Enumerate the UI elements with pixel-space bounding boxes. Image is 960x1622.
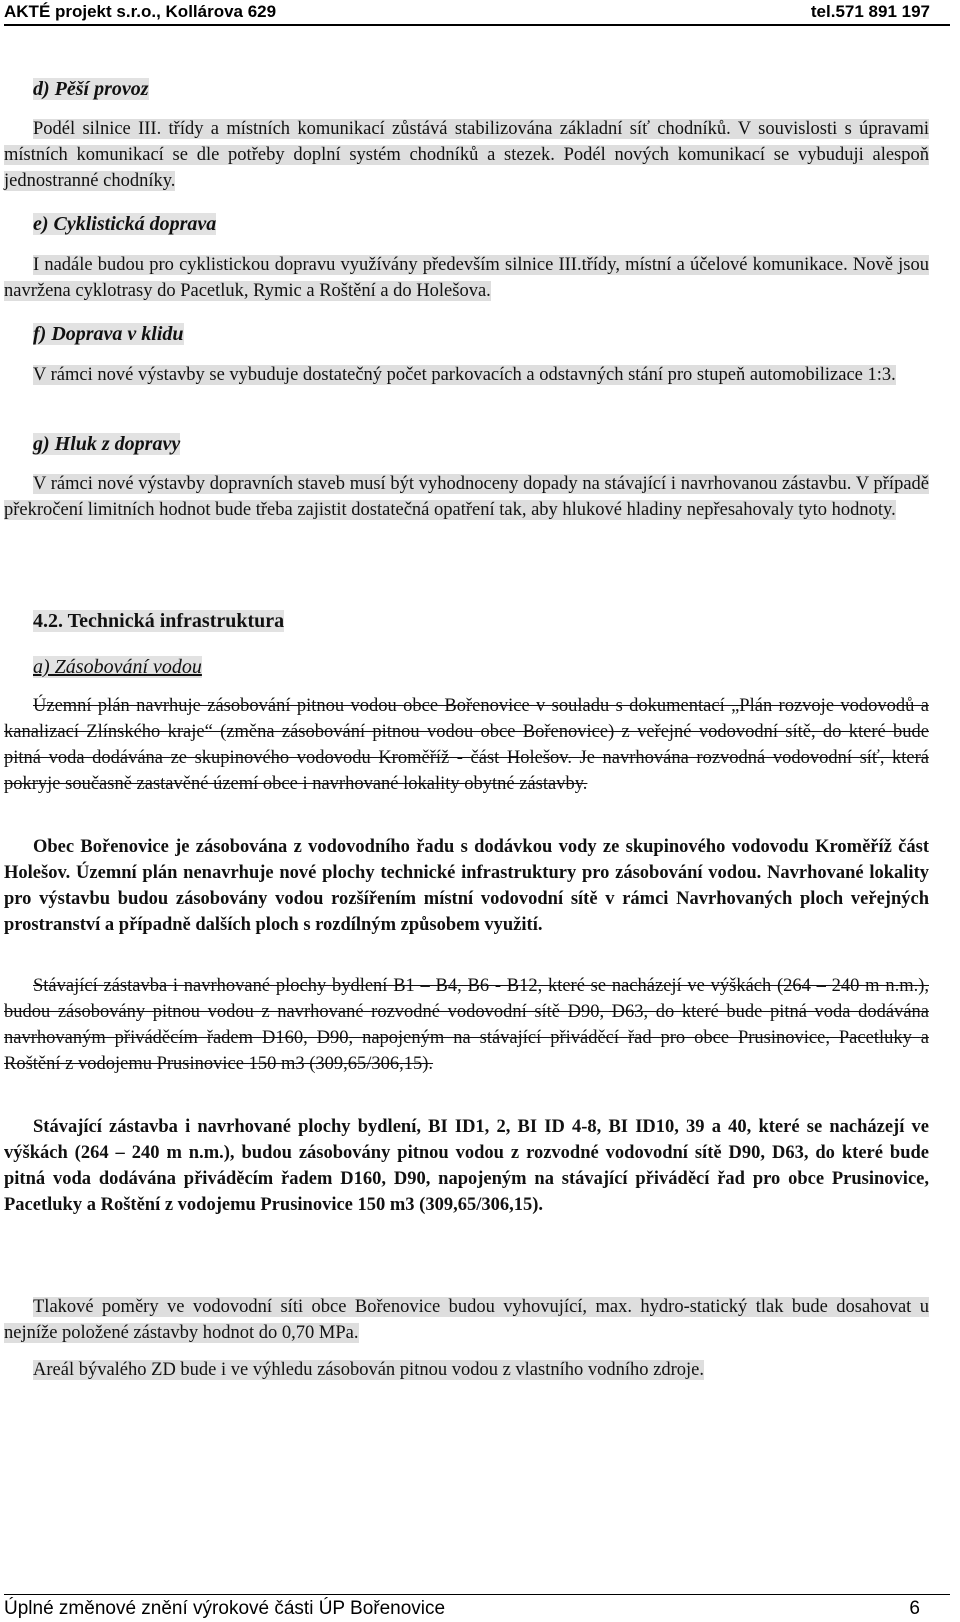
section-g-text: V rámci nové výstavby dopravních staveb musí být vyhodnoceny dopady na stávající i navrhovanou zástavbu. V případě překročení limitních hodnot bude třeba zajistit dostatečná opatření tak, aby hlukové hladiny nepřesahovaly tyto hodnoty. — [4, 474, 929, 520]
water-supply-deleted-text-1: Územní plán navrhuje zásobování pitnou vodou obce Bořenovice v souladu s dokumentací „P​lán rozvoje vodovodů a kanalizací Zlínského kraje“ (změna zásobování pitnou vodou obce Bořenovice) z veřejné vodovodní sítě, do které bude pitná voda dodávána ze skupinového vodovodu Kroměříž - část Holešov. Je navrhována rozvodná vodovodní síť, která pokryje současně zastavěné území obce i navrhované lokality obytné zástavby. — [4, 696, 929, 794]
technical-infrastructure-title: 4.2. Technická infrastruktura — [33, 610, 285, 632]
page-footer — [4, 1594, 950, 1621]
water-pressure-text: Tlakové poměry ve vodovodní síti obce Bořenovice budou vyhovující, max. hydro-statický tlak bude dosahovat u nejníže položené zástavby hodnot do 0,70 MPa. — [4, 1297, 929, 1343]
section-g-title: g) Hluk z dopravy — [33, 433, 181, 455]
water-supply-deleted-text-2: Stávající zástavba i navrhované plochy bydlení B1 – B4, B6 - B12, které se nacházejí ve výškách (264 – 240 m n.m.), budou zásobovány pitnou vodou z navrhované rozvodné vodovodní sítě D90, D63, do které bude pitná voda dodávána navrhovaným přiváděcím řadem D160, D90, napojeným na stávající přiváděcí řad pro obce Prusinovice, Pacetluky a Roštění z vodojemu Prusinovice 150 m3 (309,65/306,15). — [4, 976, 929, 1074]
page-header — [4, 2, 950, 26]
footer-page-number: 6 — [909, 1598, 920, 1619]
water-supply-new-text-1: Obec Bořenovice je zásobována z vodovodního řadu s dodávkou vody ze skupinového vodovodu Kroměříž část Holešov. Územní plán nenavrhuje nové plochy technické infrastruktury pro zásobování vodou. Navrhované lokality pro výstavbu budou zásobovány vodou rozšířením místní vodovodní sítě v rámci Navrhovaných ploch veřejných prostranství a případně dalších ploch s rozdílným způsobem využití. — [4, 837, 929, 935]
water-supply-new-text-2: Stávající zástavba i navrhované plochy bydlení, BI ID1, 2, BI ID 4-8, BI ID10, 39 a 40, které se nacházejí ve výškách (264 – 240 m n.m.), budou zásobovány pitnou vodou z rozvodné vodovodní sítě D90, D63, do které bude pitná voda dodávána přiváděcím řadem D160, D90, napojeným na stávající přiváděcí řad pro obce Prusinovice, Pacetluky a Roštění z vodojemu Prusinovice 150 m3 (309,65/306,15). — [4, 1117, 929, 1215]
water-supply-title: a) Zásobování vodou — [33, 656, 202, 678]
section-d-title: d) Pěší provoz — [33, 78, 149, 100]
section-e-text: I nadále budou pro cyklistickou dopravu využívány především silnice III.třídy, místní a účelové komunikace. Nově jsou navržena cyklotrasy do Pacetluk, Rymic a Roštění a do Holešova. — [4, 255, 929, 301]
header-phone: tel.571 891 197 — [810, 2, 930, 21]
header-company: AKTÉ projekt s.r.o., Kollárova 629 — [4, 2, 277, 21]
footer-document-title: Úplné změnové znění výrokové části ÚP Bořenovice — [4, 1598, 446, 1619]
section-d-text: Podél silnice III. třídy a místních komunikací zůstává stabilizována základní síť chodníků. V souvislosti s úpravami místních komunikací se dle potřeby doplní systém chodníků a stezek. Podél nových komunikací se vybuduji alespoň jednostranné chodníky. — [4, 119, 929, 191]
section-e-title: e) Cyklistická doprava — [33, 213, 217, 235]
former-zd-area-text: Areál bývalého ZD bude i ve výhledu zásobován pitnou vodou z vlastního vodního zdroje. — [33, 1360, 704, 1380]
section-f-text: V rámci nové výstavby se vybuduje dostatečný počet parkovacích a odstavných stání pro stupeň automobilizace 1:3. — [33, 365, 896, 385]
section-f-title: f) Doprava v klidu — [33, 323, 184, 345]
